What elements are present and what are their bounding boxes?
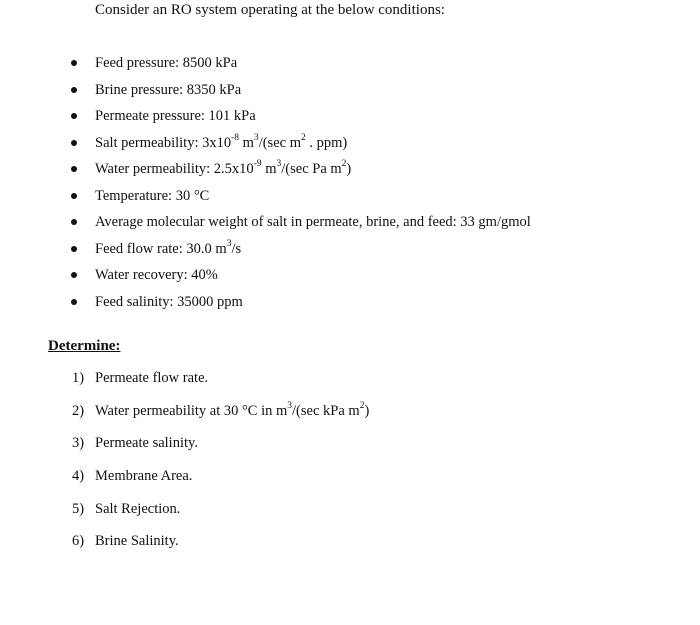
bullet-icon [71,140,77,146]
determine-heading: Determine: [48,338,121,354]
condition-text: Permeate pressure: 101 kPa [95,108,256,124]
condition-text: Brine pressure: 8350 kPa [95,81,242,98]
bullet-icon [71,246,77,252]
condition-text: Water permeability: $2.5x10^{-9}$ $m^3/(\sec$ Pa $m^2$) [95,159,352,177]
task-number: 1) [72,370,85,386]
task-number: 2) [72,402,85,419]
bullet-icon [71,299,77,305]
task-text: Water permeability at 30 °C in $m^3/(\sec$ kPa $m^2$) [95,400,370,419]
bullet-icon [71,272,77,278]
task-number: 5) [72,500,85,517]
condition-text: Water recovery: 40% [95,267,218,283]
condition-text: Salt permeability: $3x10^{-8}$ $m^3/(\sec$ $m^2$ . ppm) [95,132,348,151]
bullet-icon [71,87,77,93]
task-text: Brine Salinity. [95,533,179,550]
task-text: Permeate flow rate. [95,370,209,386]
condition-text: Average molecular weight of salt in permeate, brine, and feed: 33 gm/gmol [95,214,531,230]
task-number: 6) [72,533,85,550]
bullet-icon [71,219,77,225]
condition-text: Feed pressure: 8500 kPa [95,55,238,71]
condition-text: Feed flow rate: 30.0 $m^3/s$ [95,238,242,257]
intro-text: Consider an RO system operating at the below conditions: [95,2,445,18]
bullet-icon [71,166,77,172]
bullet-icon [71,113,77,119]
task-text: Salt Rejection. [95,500,181,517]
condition-text: Temperature: 30 °C [95,187,210,204]
task-number: 3) [72,435,85,452]
task-text: Membrane Area. [95,468,193,485]
task-number: 4) [72,468,85,485]
bullet-icon [71,60,77,66]
bullet-icon [71,193,77,199]
task-text: Permeate salinity. [95,435,198,452]
condition-text: Feed salinity: 35000 ppm [95,293,243,310]
